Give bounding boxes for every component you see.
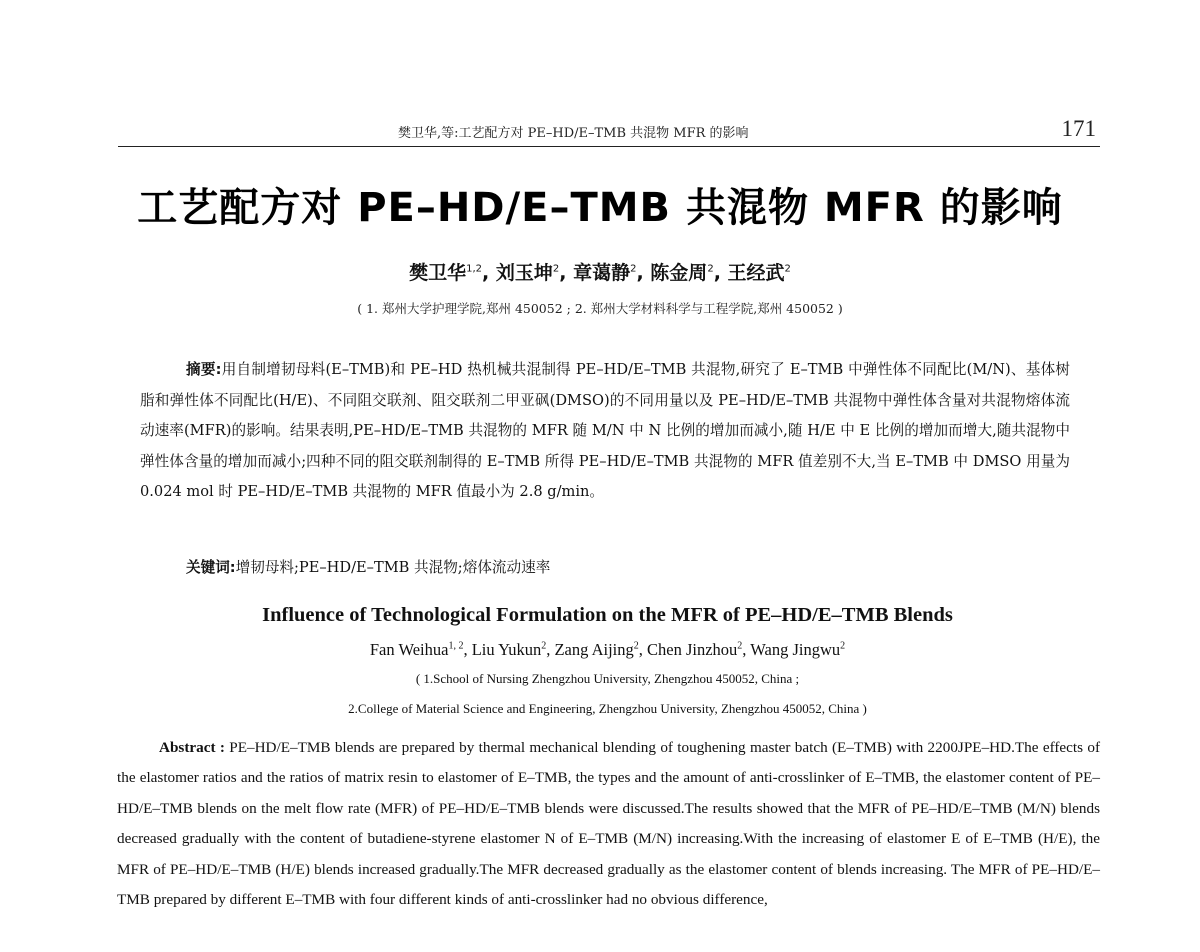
author-affiliation-mark: 2 <box>784 263 791 275</box>
chinese-title: 工艺配方对 PE–HD/E–TMB 共混物 MFR 的影响 <box>137 185 1063 231</box>
author-affiliation-mark: 1,2 <box>466 263 482 275</box>
english-abstract <box>117 733 1100 915</box>
author-name: 陈金周 <box>650 262 708 284</box>
author-separator: , <box>463 640 472 659</box>
keywords-text: 增韧母料;PE–HD/E–TMB 共混物;熔体流动速率 <box>235 559 551 576</box>
page-number: 171 <box>1061 116 1096 141</box>
author-affiliation-mark: 2 <box>737 640 743 652</box>
chinese-keywords <box>186 556 550 577</box>
author-separator: , <box>546 640 555 659</box>
author-separator: , <box>481 262 490 284</box>
author-separator: , <box>559 262 567 284</box>
author-affiliation-mark: 2 <box>552 263 560 275</box>
author-separator: , <box>638 640 647 659</box>
author-name: Fan Weihua <box>369 640 449 659</box>
abstract-text: PE–HD/E–TMB blends are prepared by thermal mechanical blending of toughening master batch (E–TMB) with 2200JPE–HD.The effects of the elastomer ratios and the ratios of matrix resin to elastomer of E–TMB, the types and the amount of anti-crosslinker of E–TMB, the elastomer content of PE–HD/E–TMB blends on the melt flow rate (MFR) of PE–HD/E–TMB blends were discussed.The results showed that the MFR of PE–HD/E–TMB (M/N) blends decreased gradually with the content of butadiene-styrene elastomer N of E–TMB (M/N) increasing.With the increasing of elastomer E of E–TMB (H/E), the MFR of PE–HD/E–TMB (H/E) blends increased gradually.The MFR decreased gradually as the elastomer content of blends increasing. The MFR of PE–HD/E–TMB prepared by different E–TMB with four different kinds of anti-crosslinker had no obvious difference, <box>117 739 1101 909</box>
author-name: Wang Jingwu <box>750 640 841 659</box>
running-header <box>118 116 1100 147</box>
abstract-text: 用自制增韧母料(E–TMB)和 PE–HD 热机械共混制得 PE–HD/E–TMB 共混物,研究了 E–TMB 中弹性体不同配比(M/N)、基体树脂和弹性体不同配比(H/E)、不同阻交联剂、阻交联剂二甲亚砜(DMSO)的不同用量以及 PE–HD/E–TMB 共混物中弹性体含量对共混物熔体流动速率(MFR)的影响。结果表明,PE–HD/E–TMB 共混物的 MFR 随 M/N 中 N 比例的增加而减小,随 H/E 中 E 比例的增加而增大,随共混物中弹性体含量的增加而减小;四种不同的阻交联剂制得的 E–TMB 所得 PE–HD/E–TMB 共混物的 MFR 值差别不大,当 E–TMB 中 DMSO 用量为 0.024 mol 时 PE–HD/E–TMB 共混物的 MFR 值最小为 2.8 g/min。 <box>140 361 1070 500</box>
author-name: 樊卫华 <box>409 262 467 284</box>
author-name: Chen Jinzhou <box>647 640 738 659</box>
english-title: Influence of Technological Formulation on the MFR of PE–HD/E–TMB Blends <box>262 604 953 626</box>
abstract-label: Abstract : <box>159 739 225 756</box>
keywords-label: 关键词: <box>186 559 236 576</box>
author-affiliation-mark: 1, 2 <box>448 640 464 652</box>
author-affiliation-mark: 2 <box>541 640 547 652</box>
chinese-authors <box>0 258 1200 285</box>
abstract-label: 摘要: <box>186 361 222 378</box>
english-authors <box>0 640 1200 660</box>
author-name: 刘玉坤 <box>495 262 553 284</box>
english-affiliation-2: 2.College of Material Science and Engineering, Zhengzhou University, Zhengzhou 450052, China ) <box>348 701 867 716</box>
running-title: 樊卫华,等:工艺配方对 PE–HD/E–TMB 共混物 MFR 的影响 <box>398 126 749 141</box>
author-affiliation-mark: 2 <box>707 263 714 275</box>
chinese-affiliations: ( 1. 郑州大学护理学院,郑州 450052 ; 2. 郑州大学材料科学与工程学院,郑州 450052 ) <box>357 301 843 316</box>
author-affiliation-mark: 2 <box>840 640 846 652</box>
author-affiliation-mark: 2 <box>630 263 637 275</box>
author-name: Zang Aijing <box>554 640 634 659</box>
english-affiliation-1: ( 1.School of Nursing Zhengzhou University, Zhengzhou 450052, China ; <box>415 671 800 686</box>
chinese-abstract <box>140 355 1070 508</box>
author-affiliation-mark: 2 <box>633 640 639 652</box>
author-separator: , <box>636 262 644 284</box>
author-separator: , <box>742 640 751 659</box>
author-name: 王经武 <box>727 262 785 284</box>
author-name: Liu Yukun <box>471 640 542 659</box>
author-name: 章蔼静 <box>573 262 631 284</box>
author-separator: , <box>713 262 721 284</box>
